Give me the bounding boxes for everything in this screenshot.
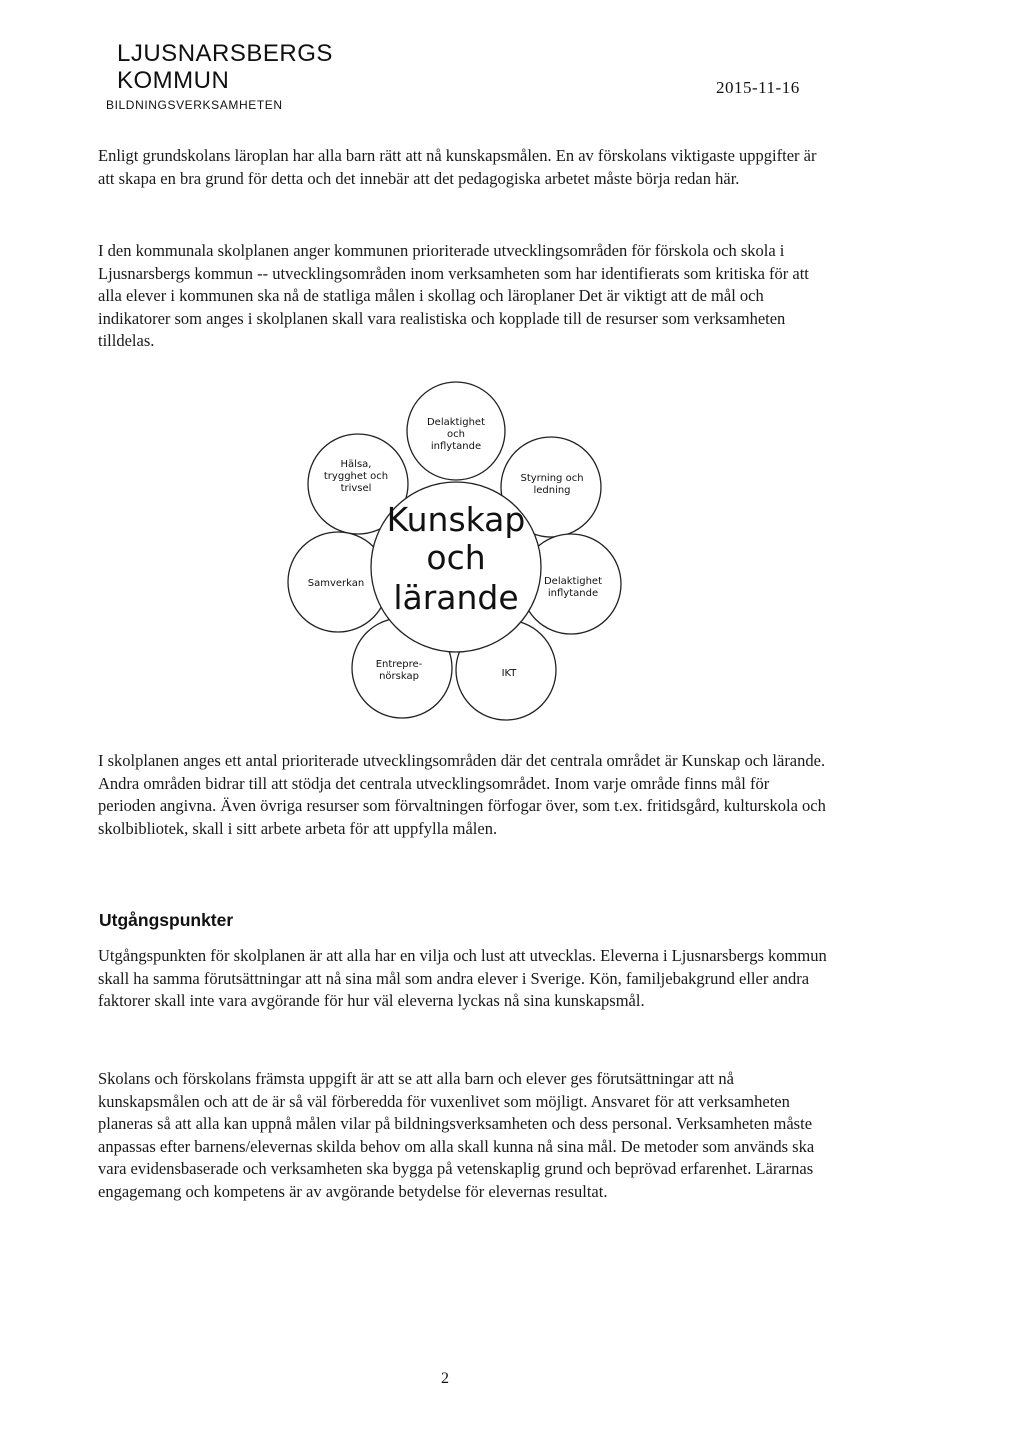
intro-paragraph-2: I den kommunala skolplanen anger kommunen prioriterade utvecklingsområden för förskola och skola i Ljusnarsbergs kommun -- utvecklingsområden inom verksamheten som har identifierats som kritiska för att alla elever i kommunen ska nå de statliga målen i skollag och läroplaner Det är viktigt att de mål och indikatorer som anges i skolplanen skall vara realistiska och kopplade till de resurser som verksamheten tilldelas. — [98, 241, 809, 350]
top-label-line1: Delaktighet — [426, 417, 486, 428]
after-diagram-paragraph: I skolplanen anges ett antal prioriterade utvecklingsområden där det centrala området är Kunskap och lärande. Andra områden bidrar till att stödja det centrala utvecklingsområdet. Inom varje område finns mål för perioden angivna. Även övriga resurser som förvaltningen förfogar över, som t.ex. fritidsgård, kulturskola och skolbibliotek, skall i sitt arbete arbeta för att uppfylla målen. — [98, 751, 826, 838]
document-date: 2015-11-16 — [716, 78, 800, 97]
section-heading: Utgångspunkter — [99, 910, 234, 930]
right-label-line1: Delaktighet — [543, 576, 603, 587]
center-label-line2: och — [426, 538, 486, 577]
municipality-name-line2: KOMMUN — [117, 67, 230, 94]
upper-right-label-line2: ledning — [533, 485, 571, 496]
top-label-line3: inflytande — [430, 441, 482, 452]
bottom-left-label-line2: nörskap — [379, 671, 419, 682]
intro-paragraph-1: Enligt grundskolans läroplan har alla barn rätt att nå kunskapsmålen. En av förskolans viktigaste uppgifter är att skapa en bra grund för detta och det innebär att det pedagogiska arbetet måste börja redan här. — [98, 146, 817, 188]
section-paragraph-1: Utgångspunkten för skolplanen är att alla har en vilja och lust att utvecklas. Eleverna i Ljusnarsbergs kommun skall ha samma förutsättningar att nå sina mål som andra elever i Sverige. Kön, familjebakgrund eller andra faktorer skall inte vara avgörande för hur väl eleverna lyckas nå sina kunskapsmål. — [98, 946, 827, 1010]
municipality-name-line1: LJUSNARSBERGS — [117, 40, 333, 67]
upper-right-label-line1: Styrning och — [520, 473, 584, 484]
upper-left-label-line2: trygghet och — [323, 471, 389, 482]
center-label-line3: lärande — [393, 578, 519, 617]
section-paragraph-2: Skolans och förskolans främsta uppgift är att se att alla barn och elever ges förutsättningar att nå kunskapsmålen och att de är så väl förberedda för vuxenlivet som möjligt. Ansvaret för att verksamheten planeras så att alla kan uppnå målen vilar på bildningsverksamheten och dess personal. Verksamheten måste anpassas efter barnens/elevernas skilda behov om alla skall kunna nå sina mål. De metoder som används ska vara evidensbaserade och verksamheten ska bygga på vetenskaplig grund och beprövad erfarenhet. Lärarnas engagemang och kompetens är av avgörande betydelse för elevernas resultat. — [98, 1069, 815, 1201]
bottom-right-label-line1: IKT — [501, 668, 517, 679]
page-number: 2 — [441, 1370, 449, 1387]
center-label-line1: Kunskap — [386, 500, 526, 539]
bottom-left-label-line1: Entrepre- — [375, 659, 423, 670]
department-name: BILDNINGSVERKSAMHETEN — [106, 98, 283, 112]
top-label-line2: och — [447, 429, 465, 440]
upper-left-label-line1: Hälsa, — [340, 459, 372, 470]
left-label-line1: Samverkan — [307, 578, 365, 589]
right-label-line2: inflytande — [547, 588, 599, 599]
upper-left-label-line3: trivsel — [340, 483, 372, 494]
